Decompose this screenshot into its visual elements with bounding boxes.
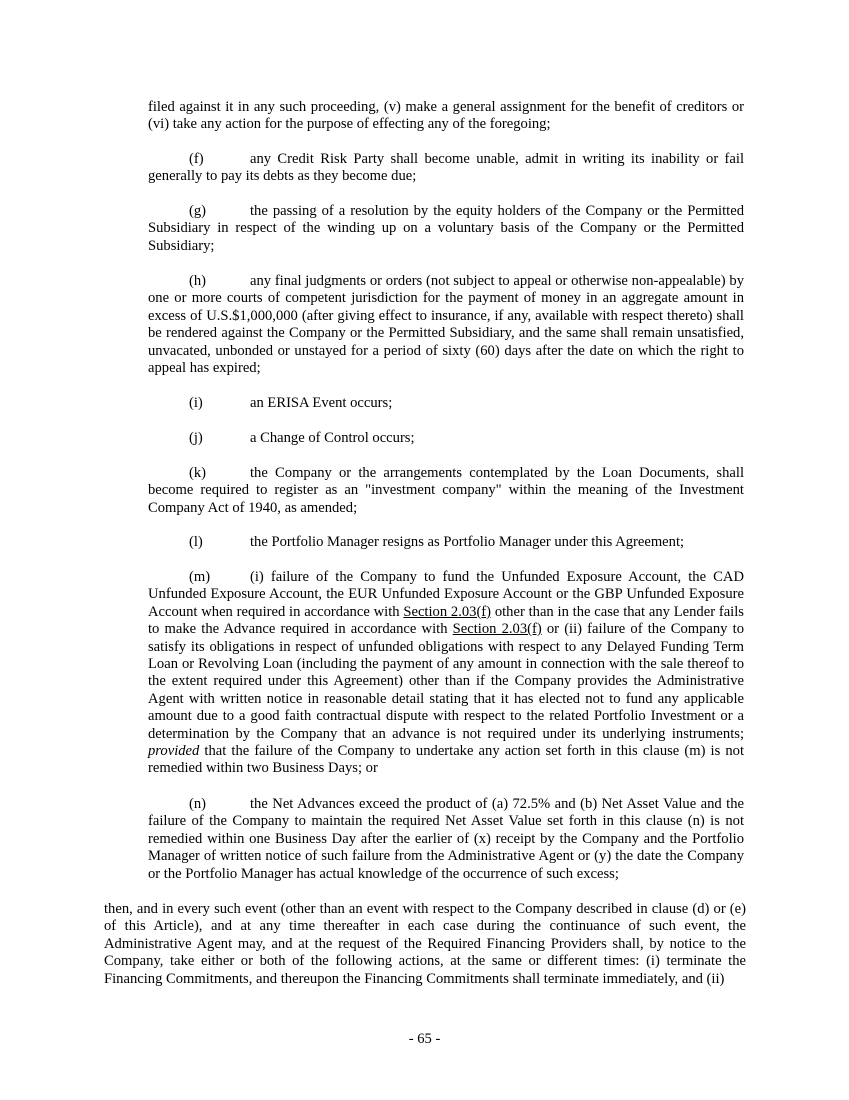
clause-label: (k) (189, 465, 207, 481)
section-reference: Section 2.03(f) (403, 603, 492, 620)
clause-text: the Company or the arrangements contemplated by the Loan Documents, shall become required to register as an "investment company" within the meaning of the Investment Company Act of 1940, as amended; (148, 465, 744, 516)
clause-label: (m) (189, 569, 211, 585)
clause-text: the Portfolio Manager resigns as Portfolio Manager under this Agreement; (250, 534, 685, 550)
clause-text: an ERISA Event occurs; (250, 395, 393, 411)
clause-label: (h) (189, 273, 207, 289)
clause-g (148, 203, 744, 255)
clause-text: any final judgments or orders (not subject to appeal or otherwise non-appealable) by one or more courts of competent jurisdiction for the payment of money in an aggregate amount in excess of U.S.$1,000,000 (after giving effect to insurance, if any, available with respect thereto) shall be rendered against the Company or the Permitted Subsidiary, and the same shall remain unsatisfied, unvacated, unbonded or unstayed for a period of sixty (60) days after the date on which the right to appeal has expired; (148, 273, 744, 377)
paragraph-text: filed against it in any such proceeding, (v) make a general assignment for the benefit of creditors or (vi) take any action for the purpose of effecting any of the foregoing; (148, 99, 744, 133)
paragraph-text: then, and in every such event (other than an event with respect to the Company described in clause (d) or (e) of this Article), and at any time thereafter in each case during the continuance of such event, the Administrative Agent may, and at the request of the Required Financing Providers shall, by notice to the Company, take either or both of the following actions, at the same or different times: (i) terminate the Financing Commitments, and thereupon the Financing Commitments shall terminate immediately, and (ii) (104, 901, 746, 987)
clause-text-part: that the failure of the Company to undertake any action set forth in this clause (m) is not remedied within two Business Days; or (148, 743, 744, 777)
clause-label: (g) (189, 203, 207, 219)
clause-f (148, 151, 744, 186)
clause-label: (f) (189, 151, 204, 167)
clause-text: the Net Advances exceed the product of (a) 72.5% and (b) Net Asset Value and the failure of the Company to maintain the required Net Asset Value set forth in this clause (n) is not remedied within one Business Day after the earlier of (x) receipt by the Company and the Portfolio Manager of written notice of such failure from the Administrative Agent or (y) the date the Company or the Portfolio Manager has actual knowledge of the occurrence of such excess; (148, 796, 744, 882)
clause-text: any Credit Risk Party shall become unable, admit in writing its inability or fail generally to pay its debts as they become due; (148, 151, 744, 185)
clause-i (148, 395, 744, 412)
clause-text-part: other than in the case that any Lender fails to make the Advance required in accordance with (148, 603, 744, 638)
clause-text: a Change of Control occurs; (250, 430, 415, 446)
emphasis-provided: provided (148, 743, 200, 760)
clause-text-part: (i) failure of the Company to fund the Unfunded Exposure Account, the CAD Unfunded Exposure Account, the EUR Unfunded Exposure Account or the GBP Unfunded Exposure Account when required in accordance with (148, 569, 744, 620)
clause-h (148, 273, 744, 377)
clause-label: (i) (189, 395, 203, 411)
paragraph-continuation (148, 99, 744, 134)
clause-label: (l) (189, 534, 203, 550)
clause-n (148, 796, 744, 883)
paragraph-then (104, 901, 746, 988)
clause-label: (n) (189, 796, 207, 812)
clause-k (148, 465, 744, 517)
clause-l (148, 534, 744, 551)
clause-text: the passing of a resolution by the equity holders of the Company or the Permitted Subsidiary in respect of the winding up on a voluntary basis of the Company or the Permitted Subsidiary; (148, 203, 744, 254)
clause-text-part: or (ii) failure of the Company to satisfy its obligations in respect of unfunded obligations with respect to any Delayed Funding Term Loan or Revolving Loan (including the payment of any amount in connection with the sale thereof to the extent required under this Agreement) other than if the Company provides the Administrative Agent with written notice in reasonable detail stating that it has elected not to fund any applicable amount due to a good faith contractual dispute with respect to the related Portfolio Investment or a determination by the Company that an advance is not required under its underlying instruments; (148, 621, 744, 742)
page-number: - 65 - (408, 1031, 441, 1047)
section-reference: Section 2.03(f) (452, 621, 542, 638)
clause-label: (j) (189, 430, 203, 446)
clause-j (148, 430, 744, 447)
clause-m (148, 569, 744, 778)
